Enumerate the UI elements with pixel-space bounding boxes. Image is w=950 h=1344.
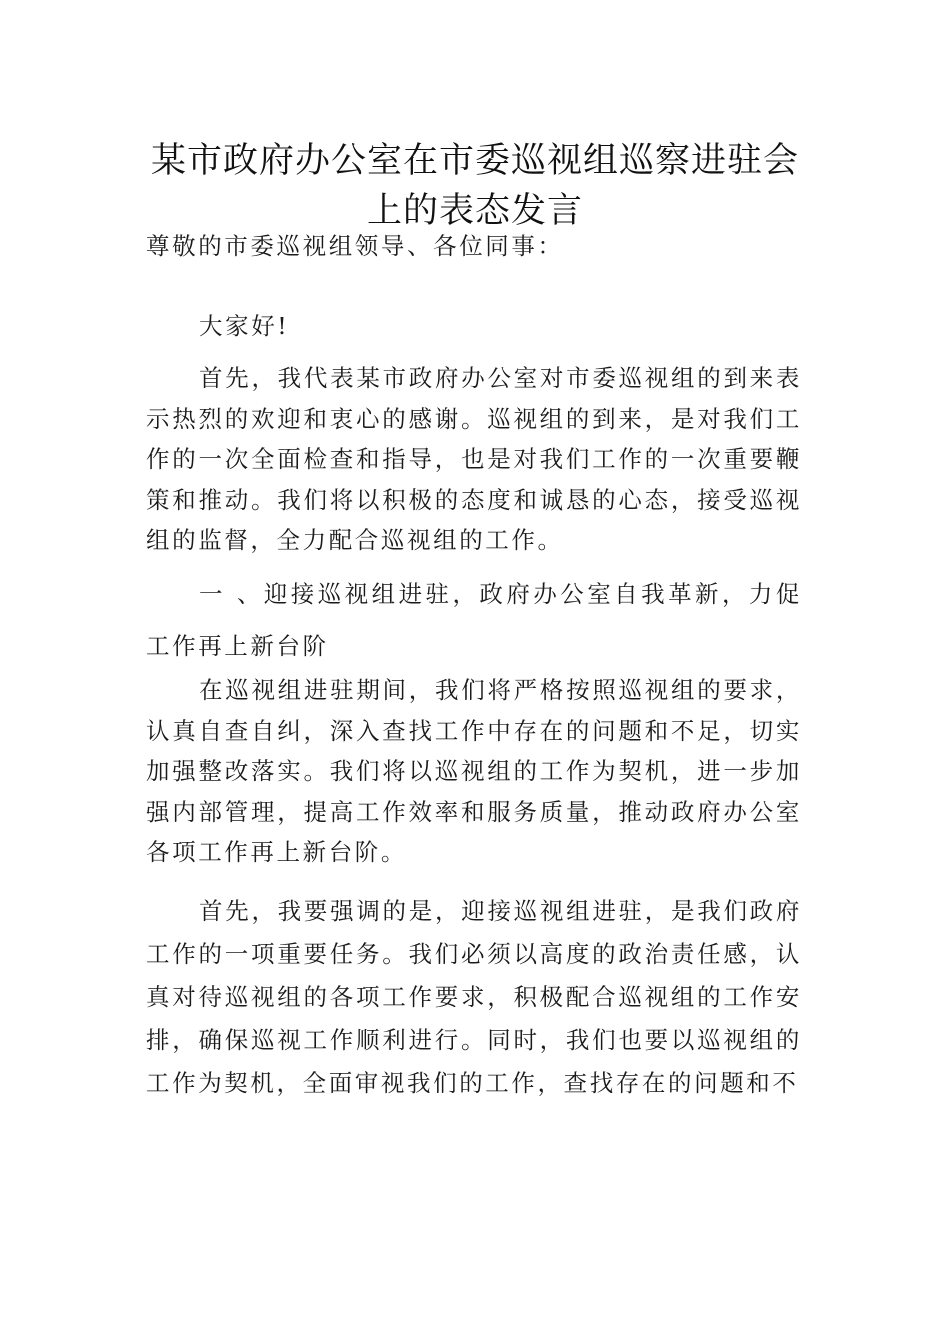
title-line-2: 上的表态发言 (366, 191, 583, 231)
section-heading-1: 一 、迎接巡视组进驻，政府办公室自我革新，力促工作再上新台阶 (146, 580, 802, 660)
salutation: 尊敬的市委巡视组领导、各位同事： (146, 232, 564, 260)
document-title (120, 136, 830, 236)
title-line-1: 某市政府办公室在市委巡视组巡察进驻会 (150, 141, 799, 181)
paragraph-opening: 首先，我代表某市政府办公室对市委巡视组的到来表示热烈的欢迎和衷心的感谢。巡视组的到来，是对我们工作的一次全面检查和指导，也是对我们工作的一次重要鞭策和推动。我们将以积极的态度和诚恳的心态，接受巡视组的监督，全力配合巡视组的工作。 (146, 364, 802, 554)
greeting: 大家好! (199, 312, 290, 340)
paragraph-emphasis: 首先，我要强调的是，迎接巡视组进驻，是我们政府工作的一项重要任务。我们必须以高度的政治责任感，认真对待巡视组的各项工作要求，积极配合巡视组的工作安排，确保巡视工作顺利进行。同时，我们也要以巡视组的工作为契机，全面审视我们的工作，查找存在的问题和不 (146, 897, 802, 1097)
paragraph-section-1: 在巡视组进驻期间，我们将严格按照巡视组的要求，认真自查自纠，深入查找工作中存在的问题和不足，切实加强整改落实。我们将以巡视组的工作为契机，进一步加强内部管理，提高工作效率和服务质量，推动政府办公室各项工作再上新台阶。 (146, 676, 802, 866)
